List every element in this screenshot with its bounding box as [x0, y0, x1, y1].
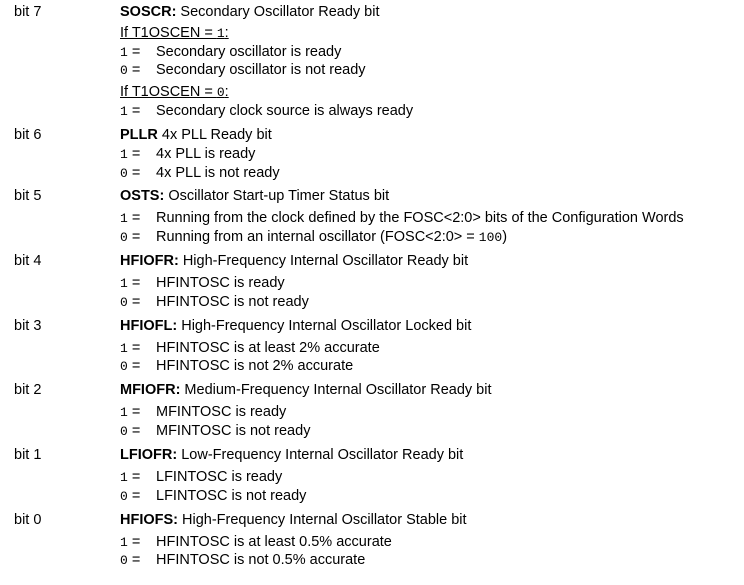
bit-2-heading	[120, 382, 491, 399]
bit-1-entry-2: 0 = LFINTOSC is not ready	[120, 488, 307, 504]
bit-1-name: LFIOFR:	[120, 447, 178, 463]
bit-5-heading	[120, 188, 389, 205]
bit-3-title: High-Frequency Internal Oscillator Locked bit	[177, 318, 472, 334]
bit-5-entry-2: 0 = Running from an internal oscillator (FOSC<2:0> = 100)	[120, 229, 508, 245]
bit-2-label: bit 2	[14, 382, 42, 398]
bit-2-title: Medium-Frequency Internal Oscillator Ready bit	[180, 382, 492, 398]
bit-3-entry-1: 1 = HFINTOSC is at least 2% accurate	[120, 340, 380, 356]
bit-5-title: Oscillator Start-up Timer Status bit	[164, 188, 390, 204]
bit-7-label: bit 7	[14, 4, 42, 20]
bit-5-label: bit 5	[14, 188, 42, 204]
bit-4-label: bit 4	[14, 253, 42, 269]
bit-4-entry-2: 0 = HFINTOSC is not ready	[120, 294, 309, 310]
bit-7-entry-2: 0 = Secondary oscillator is not ready	[120, 62, 366, 78]
bit-2-name: MFIOFR:	[120, 382, 181, 398]
bit-6-heading	[120, 127, 272, 144]
bit-1-entry-1: 1 = LFINTOSC is ready	[120, 469, 283, 485]
bit-0-heading	[120, 512, 467, 529]
bit-6-label: bit 6	[14, 127, 42, 143]
bit-7-condition-2: If T1OSCEN = 0:	[120, 84, 229, 100]
bit-2-entry-2: 0 = MFINTOSC is not ready	[120, 423, 311, 439]
bit-6-title: 4x PLL Ready bit	[157, 127, 272, 143]
bit-7-entry-1: 1 = Secondary oscillator is ready	[120, 44, 342, 60]
bit-6-entry-1: 1 = 4x PLL is ready	[120, 146, 256, 162]
bit-3-heading	[120, 318, 471, 335]
bit-5-entry-1: 1 = Running from the clock defined by the FOSC<2:0> bits of the Configuration Words	[120, 210, 684, 226]
bit-4-title: High-Frequency Internal Oscillator Ready bit	[178, 253, 469, 269]
bit-6-entry-2: 0 = 4x PLL is not ready	[120, 165, 280, 181]
bit-0-entry-2: 0 = HFINTOSC is not 0.5% accurate	[120, 552, 366, 568]
bit-1-title: Low-Frequency Internal Oscillator Ready bit	[177, 447, 464, 463]
bit-0-title: High-Frequency Internal Oscillator Stable bit	[178, 512, 467, 528]
bit-0-entry-1: 1 = HFINTOSC is at least 0.5% accurate	[120, 534, 392, 550]
bit-2-entry-1: 1 = MFINTOSC is ready	[120, 404, 287, 420]
bit-5-name: OSTS:	[120, 188, 165, 204]
bit-4-heading	[120, 253, 468, 270]
bit-1-heading	[120, 447, 463, 464]
bit-1-label: bit 1	[14, 447, 42, 463]
bit-7-name: SOSCR:	[120, 4, 177, 20]
bit-7-title: Secondary Oscillator Ready bit	[176, 4, 380, 20]
bit-7-condition-1: If T1OSCEN = 1:	[120, 25, 229, 41]
bit-3-entry-2: 0 = HFINTOSC is not 2% accurate	[120, 358, 354, 374]
bit-4-entry-1: 1 = HFINTOSC is ready	[120, 275, 285, 291]
bit-3-label: bit 3	[14, 318, 42, 334]
bit-7-heading	[120, 4, 380, 21]
bit-0-name: HFIOFS:	[120, 512, 178, 528]
bit-3-name: HFIOFL:	[120, 318, 178, 334]
bit-7-entry-3: 1 = Secondary clock source is always ready	[120, 103, 414, 119]
bit-4-name: HFIOFR:	[120, 253, 179, 269]
bit-6-name: PLLR	[120, 127, 158, 143]
bit-0-label: bit 0	[14, 512, 42, 528]
